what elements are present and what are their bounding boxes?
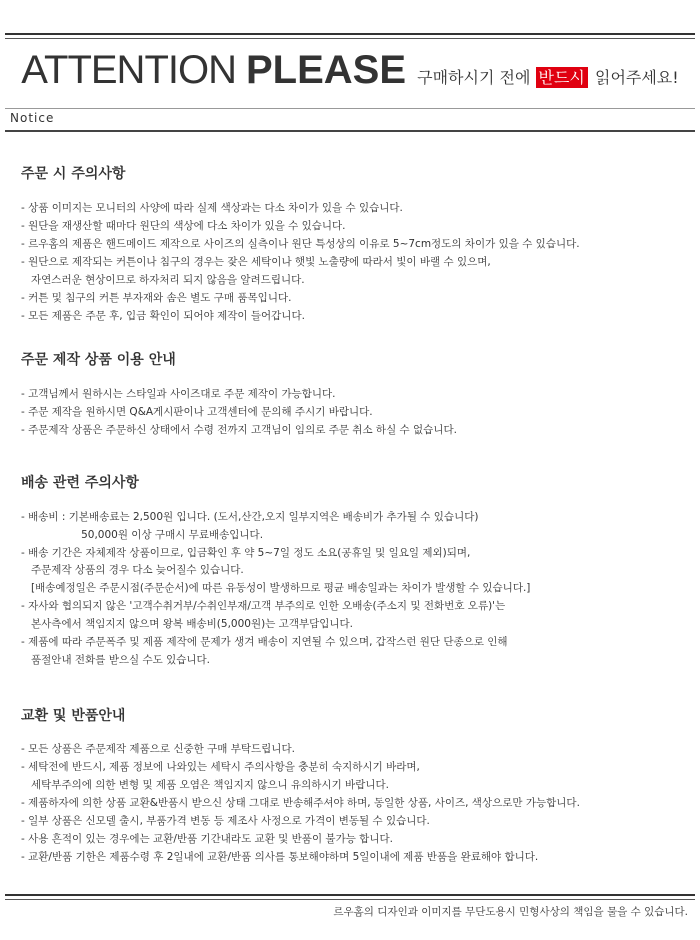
section-shipping-line: 본사측에서 책임지지 않으며 왕복 배송비(5,000원)는 고객부담입니다. [21,618,354,630]
section-custom-line: - 주문제작 상품은 주문하신 상태에서 수령 전까지 고객님이 임의로 주문 취소 하실 수 없습니다. [21,424,457,436]
section-custom-line: - 고객님께서 원하시는 스타일과 사이즈대로 주문 제작이 가능합니다. [21,388,336,400]
section-returns-line: - 제품하자에 의한 상품 교환&반품시 받으신 상태 그대로 반송해주셔야 하며, 동일한 상품, 사이즈, 색상으로만 가능합니다. [21,797,580,809]
bottom-rule-2 [5,899,695,900]
section-returns-line: - 모든 상품은 주문제작 제품으로 신중한 구매 부탁드립니다. [21,743,295,755]
section-order-line: - 커튼 및 침구의 커튼 부자재와 솜은 별도 구매 품목입니다. [21,292,292,304]
header-subtitle-before: 구매하시기 전에 [417,68,531,87]
notice-rule-top [5,108,695,109]
section-title-returns: 교환 및 반품안내 [21,708,126,724]
section-shipping-line: 주문제작 상품의 경우 다소 늦어질수 있습니다. [21,564,244,576]
section-order-line: - 상품 이미지는 모니터의 사양에 따라 실제 색상과는 다소 차이가 있을 수 있습니다. [21,202,403,214]
section-shipping-line: - 제품에 따라 주문폭주 및 제품 제작에 문제가 생겨 배송이 지연될 수 있으며, 갑작스런 원단 단종으로 인해 [21,636,508,648]
section-returns-line: - 교환/반품 기한은 제품수령 후 2일내에 교환/반품 의사를 통보해야하며 5일이내에 제품 반품을 완료해야 합니다. [21,851,539,863]
header-subtitle-highlight: 반드시 [536,67,588,88]
section-shipping-line: - 배송 기간은 자체제작 상품이므로, 입금확인 후 약 5~7일 정도 소요(공휴일 및 일요일 제외)되며, [21,547,471,559]
section-order-line: 자연스러운 현상이므로 하자처리 되지 않음을 알려드립니다. [21,274,305,286]
section-shipping-line: [배송예정일은 주문시점(주문순서)에 따른 유동성이 발생하므로 평균 배송일과는 차이가 발생할 수 있습니다.] [21,582,531,594]
section-shipping-line: - 자사와 협의되지 않은 '고객수취거부/수취인부재/고객 부주의로 인한 오배송(주소지 및 전화번호 오류)'는 [21,600,506,612]
bottom-rule-1 [5,894,695,896]
footer-copyright: 르우홈의 디자인과 이미지를 무단도용시 민형사상의 책임을 물을 수 있습니다. [333,906,688,918]
section-shipping-line: 50,000원 이상 구매시 무료배송입니다. [21,529,264,541]
section-shipping-line: - 배송비 : 기본배송료는 2,500원 입니다. (도서,산간,오지 일부지역은 배송비가 추가될 수 있습니다) [21,511,479,523]
section-returns-line: - 일부 상품은 신모델 출시, 부품가격 변동 등 제조사 사정으로 가격이 변동될 수 있습니다. [21,815,430,827]
section-shipping-line: 품절안내 전화를 받으실 수도 있습니다. [21,654,210,666]
section-order-line: - 원단을 재생산할 때마다 원단의 색상에 다소 차이가 있을 수 있습니다. [21,220,346,232]
section-returns-line: 세탁부주의에 의한 변형 및 제품 오염은 책임지지 않으니 유의하시기 바랍니다. [21,779,389,791]
section-title-shipping: 배송 관련 주의사항 [21,475,139,491]
notice-rule-bottom [5,130,695,132]
section-returns-line: - 사용 흔적이 있는 경우에는 교환/반품 기간내라도 교환 및 반품이 불가능 합니다. [21,833,393,845]
top-rule-2 [5,38,695,39]
header-title-bold: PLEASE [246,48,407,92]
notice-label: Notice [10,111,55,125]
section-order-line: - 모든 제품은 주문 후, 입금 확인이 되어야 제작이 들어갑니다. [21,310,305,322]
section-custom-line: - 주문 제작을 원하시면 Q&A게시판이나 고객센터에 문의해 주시기 바랍니다. [21,406,373,418]
page-header [0,48,700,93]
section-title-custom: 주문 제작 상품 이용 안내 [21,352,176,368]
section-title-order: 주문 시 주의사항 [21,166,126,182]
section-returns-line: - 세탁전에 반드시, 제품 정보에 나와있는 세탁시 주의사항을 충분히 숙지하시기 바라며, [21,761,420,773]
section-order-line: - 원단으로 제작되는 커튼이나 침구의 경우는 잦은 세탁이나 햇빛 노출량에 따라서 빛이 바랠 수 있으며, [21,256,491,268]
header-subtitle-after: 읽어주세요! [594,68,679,87]
section-order-line: - 르우홈의 제품은 핸드메이드 제작으로 사이즈의 실측이나 원단 특성상의 이유로 5~7cm정도의 차이가 있을 수 있습니다. [21,238,580,250]
top-rule-1 [5,33,695,35]
header-title-light: ATTENTION [21,48,236,92]
